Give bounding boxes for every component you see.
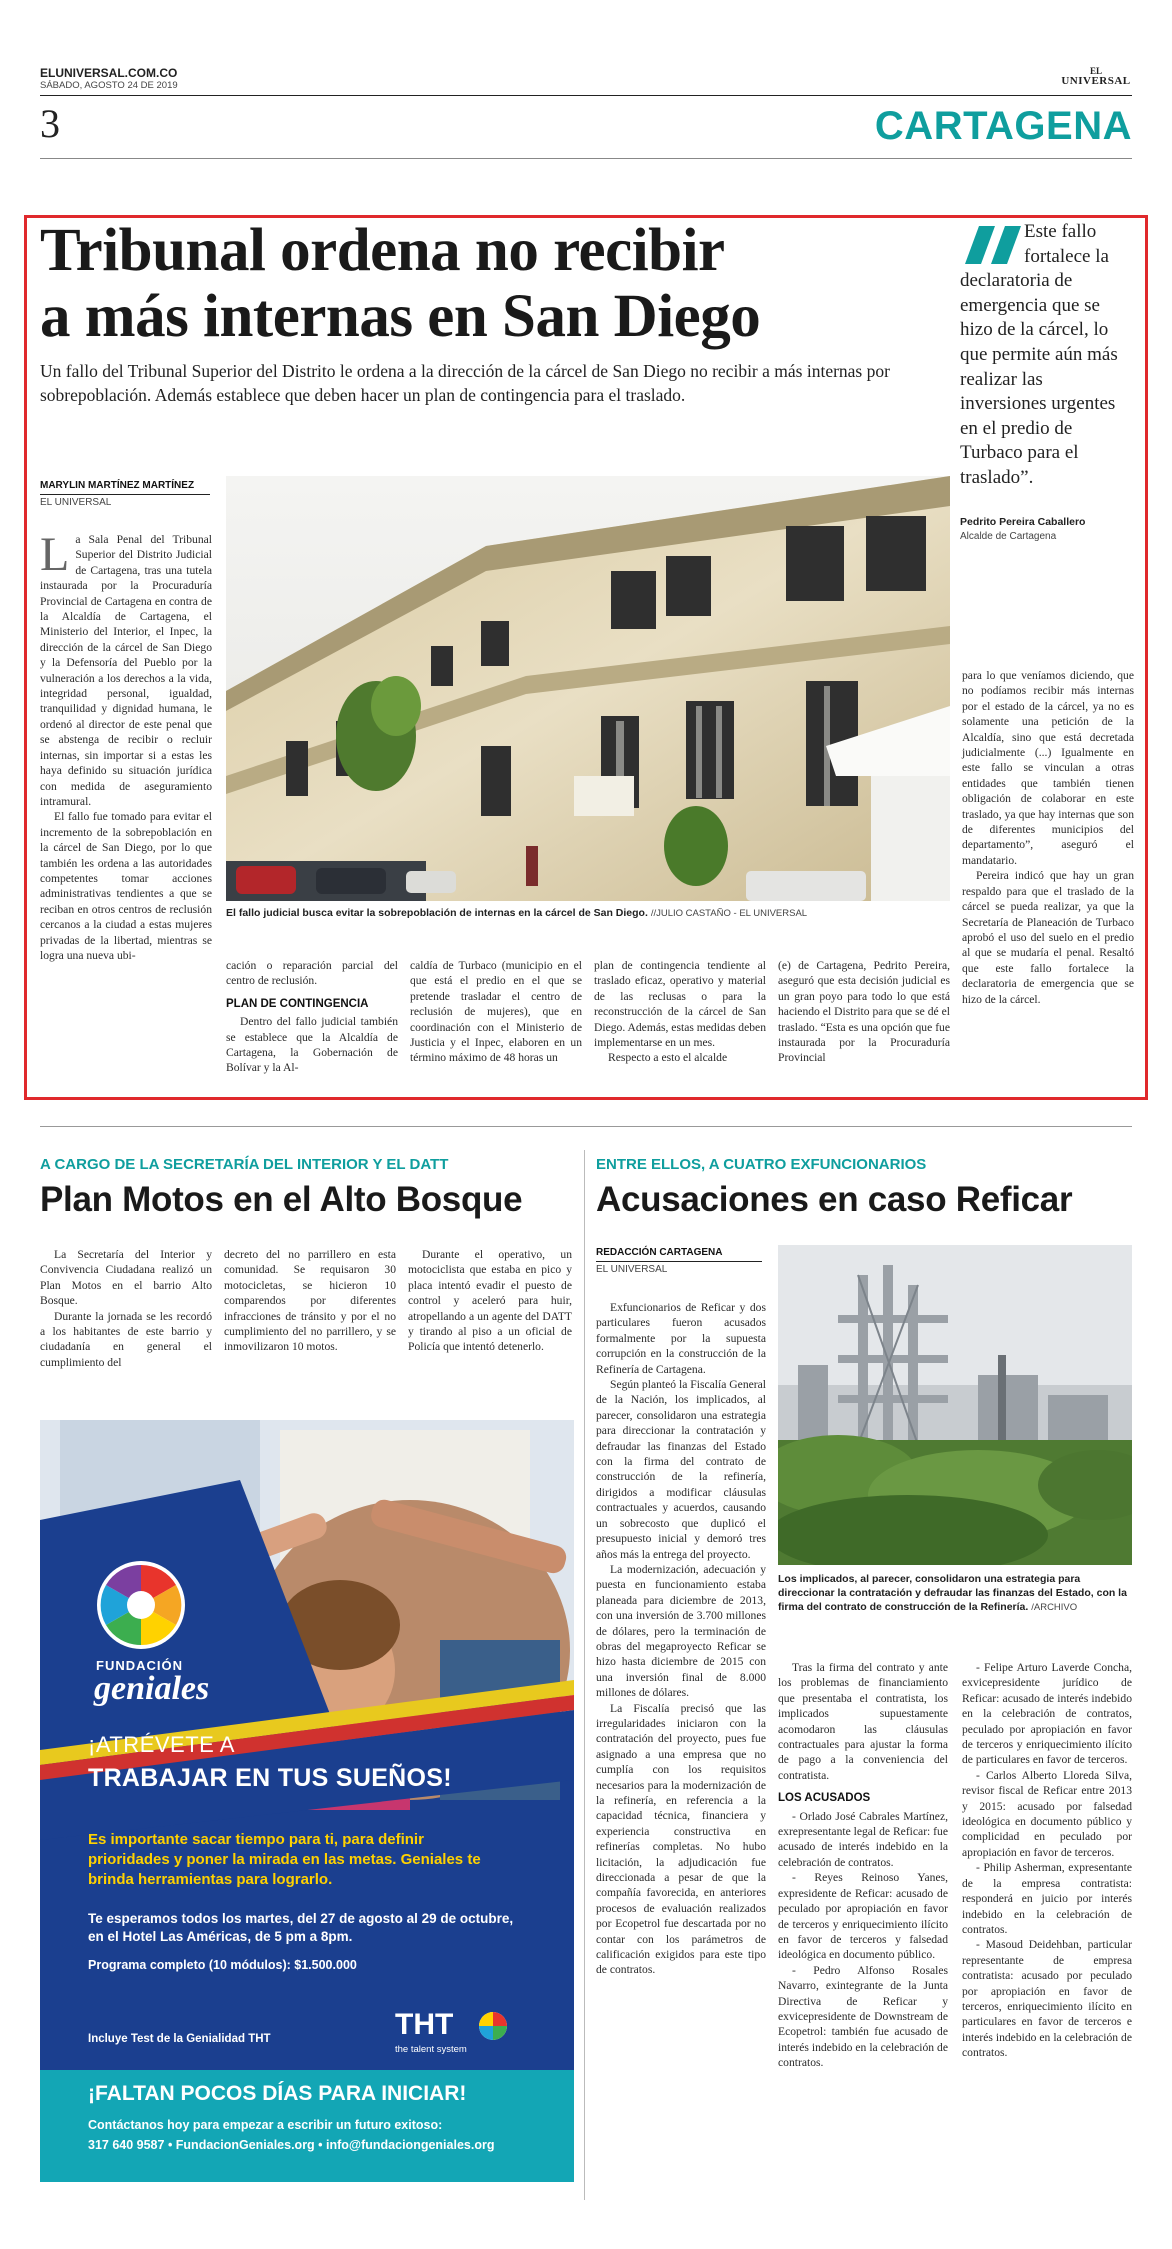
lead-column-3 xyxy=(410,958,582,1066)
ad-test-note: Incluye Test de la Genialidad THT xyxy=(88,2033,271,2045)
lead-headline-line2: a más internas en San Diego xyxy=(40,283,761,350)
pull-quote xyxy=(960,220,1130,491)
ad-contact-line1: Contáctanos hoy para empezar a escribir un futuro exitoso: xyxy=(88,2118,443,2132)
section-title: CARTAGENA xyxy=(874,104,1132,148)
ad-price: Programa completo (10 módulos): $1.500.000 xyxy=(88,1958,357,1972)
lead-col1-p1: a Sala Penal del Tribunal Superior del Distrito Judicial de Cartagena, tras una tutela instaurada por la Procuraduría Provincial de Cartagena en contra de la Alcaldía de Cartagena, el Ministerio del Interior, el Inpec, la dirección de la cárcel de San Diego y la Defensoría del Pueblo por la vulneración a los derechos a la vida, integridad personal, igualdad, tranquilidad y dignidad humana, le ordenó al director de este penal que se abstenga de recibir o recluir internas, sin importar si a estas les haya definido su situación jurídica con medida de aseguramiento intramural. xyxy=(40,533,212,808)
lead-col6-p1: para lo que veníamos diciendo, que no podíamos recibir más internas por el estado de la cárcel, ya no es solamente una petición de la Alcaldía, sino que está decretada judicialmente (...) Igualmente en este fallo se vinculan a otras entidades que también tienen obligación de colaborar en este traslado, ya que hay internas que son de diferentes municipios del departamento”, aseguró el mandatario. xyxy=(962,669,1134,867)
page-number: 3 xyxy=(40,101,60,146)
quote-author: Pedrito Pereira Caballero xyxy=(960,516,1086,528)
ad-line1: ¡ATRÉVETE A xyxy=(88,1732,235,1757)
lead-photo-credit: //JULIO CASTAÑO - EL UNIVERSAL xyxy=(650,908,808,919)
reficar-caption-text: Los implicados, al parecer, consolidaron una estrategia para direccionar la contratación y defraudar las finanzas del Estado, con la firma del contrato de construcción de la Refinería. xyxy=(778,1573,1127,1613)
ad-line2: TRABAJAR EN TUS SUEÑOS! xyxy=(88,1764,452,1792)
section-rule xyxy=(40,158,1132,159)
lead-column-2 xyxy=(226,958,398,1076)
lead-author: MARYLIN MARTÍNEZ MARTÍNEZ xyxy=(40,480,195,491)
ad-fundacion-geniales[interactable] xyxy=(40,1420,574,2182)
ad-brand-top: FUNDACIÓN xyxy=(96,1658,183,1673)
lead-subtitle: Un fallo del Tribunal Superior del Distrito le ordena a la dirección de la cárcel de San Diego no recibir a más internas por sobrepoblación. Además establece que deben hacer un plan de contingencia para el traslado. xyxy=(40,361,890,405)
motos-column-1 xyxy=(40,1247,212,1370)
reficar-col3-p3: - Philip Asherman, expresentante de la empresa contratista: responderá en juicio por interés indebido en la celebración de contratos. xyxy=(962,1861,1132,1936)
motos-col1-p1: La Secretaría del Interior y Convivencia Ciudadana realizó un Plan Motos en el barrio Alto Bosque. xyxy=(40,1248,212,1308)
motos-kicker: A CARGO DE LA SECRETARÍA DEL INTERIOR Y EL DATT xyxy=(40,1156,449,1173)
lead-column-1 xyxy=(40,528,212,963)
reficar-column-1 xyxy=(596,1300,766,1978)
reficar-col2-p3: - Reyes Reinoso Yanes, expresidente de Reficar: acusado de peculado por apropiación en favor de terceros y enriquecimiento ilícito en favor de terceros y falsedad ideológica en documento público. xyxy=(778,1871,948,1962)
reficar-col3-p4: - Masoud Deidehban, particular representante de empresa contratista: acusado por peculado por apropiación en favor de terceros, enriquecimiento ilícito en particulares en favor de terceros e interés indebido en la celebración de contratos. xyxy=(962,1938,1132,2060)
masthead-logo xyxy=(1060,66,1132,86)
tht-logo-sub: the talent system xyxy=(395,2044,467,2055)
contingency-heading: PLAN DE CONTINGENCIA xyxy=(226,997,369,1010)
quote-role: Alcalde de Cartagena xyxy=(960,531,1057,542)
reficar-col1-p1: Exfuncionarios de Reficar y dos particulares fueron acusados formalmente por la supuesta corrupción en la construcción de la Refinería de Cartagena. xyxy=(596,1301,766,1376)
reficar-col3-p1: - Felipe Arturo Laverde Concha, exvicepresidente jurídico de Reficar: acusado de interés indebido en la celebración de contratos, peculado por apropiación en favor de terceros y enriquecimiento ilícito de particulares en favor de terceros. xyxy=(962,1661,1132,1767)
motos-col1-p2: Durante la jornada se les recordó a los habitantes de este barrio y ciudadanía en general el cumplimiento del xyxy=(40,1309,212,1369)
reficar-title: Acusaciones en caso Reficar xyxy=(596,1180,1073,1219)
reficar-photo xyxy=(778,1245,1132,1565)
lead-col3-p1: caldía de Turbaco (municipio en el que está el predio en el que se pretende trasladar el centro de reclusión de mujeres), que en coordinación con el Ministerio de Justicia y el Inpec, elaboren en un término máximo de 48 horas un xyxy=(410,959,582,1065)
logo-bottom: UNIVERSAL xyxy=(1061,75,1131,87)
ad-yellow-text: Es importante sacar tiempo para ti, para definir prioridades y poner la mirada en las metas. Geniales te brinda herramientas para lograrlo. xyxy=(88,1831,481,1888)
lead-headline-line1: Tribunal ordena no recibir xyxy=(40,217,725,284)
tht-logo-text: THT xyxy=(395,2008,454,2041)
lead-col6-p2: Pereira indicó que hay un gran respaldo para que el traslado de la cárcel se pueda realizar, ya que la Secretaría de Planeación de Turbaco aprobó el uso del suelo en el predio al que se mudaría el penal. Resaltó que este fallo fortalece la declaratoria de emergencia que se hizo de la cárcel. xyxy=(962,869,1134,1006)
reficar-column-2 xyxy=(778,1660,948,2071)
reficar-col2-p1: Tras la firma del contrato y ante los problemas de financiamiento que presentaba el contratista, los implicados supuestamente acomodaron las cláusulas contractuales para ajustar la forma de pago a la conveniencia del contratista. xyxy=(778,1661,948,1782)
dropcap: L xyxy=(40,528,70,581)
reficar-col2-p2: - Orlado José Cabrales Martínez, exrepresentante legal de Reficar: fue acusado de interés indebido en la celebración de contratos. xyxy=(778,1809,948,1869)
reficar-outlet: EL UNIVERSAL xyxy=(596,1264,668,1275)
reficar-author: REDACCIÓN CARTAGENA xyxy=(596,1247,723,1258)
lead-column-4 xyxy=(594,958,766,1066)
lead-column-6 xyxy=(962,668,1134,1007)
geniales-logo-icon xyxy=(96,1560,186,1650)
jail-building-image xyxy=(226,476,950,901)
reficar-photo-credit: /ARCHIVO xyxy=(1031,1602,1078,1613)
lead-outlet: EL UNIVERSAL xyxy=(40,497,112,508)
ad-cta: ¡FALTAN POCOS DÍAS PARA INICIAR! xyxy=(88,2082,467,2105)
motos-column-3 xyxy=(408,1247,572,1355)
lead-col5-p1: (e) de Cartagena, Pedrito Pereira, aseguró que esta decisión judicial es un gran poyo para todo lo que está haciendo el Distrito para que se dé el traslado. “Esta es una opción que fue instaurada por la Procuraduría Provincial xyxy=(778,959,950,1065)
reficar-column-3 xyxy=(962,1660,1132,2061)
issue-date: SÁBADO, AGOSTO 24 DE 2019 xyxy=(40,80,178,91)
reficar-kicker: ENTRE ELLOS, A CUATRO EXFUNCIONARIOS xyxy=(596,1156,927,1173)
pull-quote-text: Este fallo fortalece la declaratoria de emergencia que se hizo de la cárcel, lo que permite aún más realizar las inversiones urgentes en el predio de Turbaco para el traslado”. xyxy=(960,221,1118,488)
accused-heading: LOS ACUSADOS xyxy=(778,1792,871,1805)
vertical-divider xyxy=(584,1150,585,2200)
ad-schedule: Te esperamos todos los martes, del 27 de agosto al 29 de octubre, en el Hotel Las Américas, de 5 pm a 8pm. xyxy=(88,1911,514,1944)
ad-brand-bottom: geniales xyxy=(94,1670,210,1707)
byline-rule xyxy=(40,494,210,495)
reficar-col1-p3: La modernización, adecuación y puesta en funcionamiento estaba planeada para diciembre de 2013, con una inversión de 3.700 millones de dólares, pero la terminación de obras del megaproyecto Reficar se hizo hasta diciembre de 2015 con una inversión final de 8.000 millones de dólares. xyxy=(596,1562,766,1700)
motos-col2-p1: decreto del no parrillero en esta comunidad. Se requisaron 30 motocicletas, se hicieron 10 comparendos por diferentes infracciones de tránsito y por el no cumplimiento del no parrillero, y se inmovilizaron 10 motos. xyxy=(224,1248,396,1354)
lead-caption-text: El fallo judicial busca evitar la sobrepoblación de internas en la cárcel de San Diego. xyxy=(226,907,648,919)
lead-col2-p1: cación o reparación parcial del centro de reclusión. xyxy=(226,959,398,988)
reficar-byline-rule xyxy=(596,1261,762,1262)
lead-column-5 xyxy=(778,958,950,1066)
lead-headline xyxy=(40,218,760,350)
lead-col1-p2: El fallo fue tomado para evitar el incremento de la sobrepoblación en la cárcel de San Diego, por lo que también les ordena a las autoridades competentes tomar acciones administrativas tendientes a que se reciban en otros centros de reclusión cercanos a la ciudad a estas mujeres privadas de la libertad, mientras se logra una nueva ubi- xyxy=(40,810,212,962)
ad-contact-line2: 317 640 9587 • FundacionGeniales.org • info@fundaciongeniales.org xyxy=(88,2138,495,2152)
reficar-col3-p2: - Carlos Alberto Lloreda Silva, revisor fiscal de Reficar entre 2013 y 2015: acusado por falsedad ideológica en documento público y complicidad en peculado por apropiación en favor de terceros. xyxy=(962,1768,1132,1859)
site-url: ELUNIVERSAL.COM.CO xyxy=(40,66,178,80)
lead-col4-p1: plan de contingencia tendiente al traslado eficaz, operativo y material de las reclusas o para la reconstrucción de la cárcel de San Diego. Además, estas medidas deben implementarse en un mes. xyxy=(594,959,766,1050)
tht-logo xyxy=(395,2008,535,2058)
header-rule xyxy=(40,95,1132,96)
lead-col2-p2: Dentro del fallo judicial también se establece que la Alcaldía de Cartagena, la Gobernación de Bolívar y la Al- xyxy=(226,1015,398,1075)
lead-photo-caption xyxy=(226,906,950,921)
reficar-photo-caption xyxy=(778,1572,1132,1615)
reficar-col2-p4: - Pedro Alfonso Rosales Navarro, exintegrante de la Junta Directiva de Reficar y exvicepresidente de Downstream de Ecopetrol: también fue acusado de interés indebido en la celebración de contratos. xyxy=(778,1963,948,2070)
lead-photo xyxy=(226,476,950,901)
refinery-image xyxy=(778,1245,1132,1565)
motos-column-2 xyxy=(224,1247,396,1355)
motos-col3-p1: Durante el operativo, un motociclista que estaba en pico y placa intentó evadir el puesto de control y aceleró para huir, atropellando a un agente del DATT y tirando al piso a un oficial de Policía que intentó detenerlo. xyxy=(408,1248,572,1354)
reficar-col1-p2: Según planteó la Fiscalía General de la Nación, los implicados, al parecer, consolidaron una estrategia para direccionar la contratación y defraudar las finanzas del Estado con la firma del contrato de construcción de la refinería, dirigidos a modificar cláusulas contractuales y acuerdos, causando un sobrecosto que duplicó el presupuesto inicial y demoró tres años más la entrega del proyecto. xyxy=(596,1378,766,1561)
mid-rule xyxy=(40,1126,1132,1127)
tht-mark-icon xyxy=(477,2010,509,2042)
ad-background-art xyxy=(40,1420,574,2182)
logo-top: EL xyxy=(1089,66,1102,76)
motos-title: Plan Motos en el Alto Bosque xyxy=(40,1180,523,1219)
lead-col4-p2: Respecto a esto el alcalde xyxy=(608,1051,728,1065)
reficar-col1-p4: La Fiscalía precisó que las irregularidades iniciaron con la contratación del proyecto, pues fue asignado a una empresa que no cumplía con los requisitos necesarios para la modernización de la refinería, en referencia a la capacidad técnica, financiera y experiencia constructiva en refinerías completas. No hubo licitación, la adjudicación fue direccionada a pesar de que la compañía favorecida, en anteriores procesos de evaluación realizados por Ecopetrol fue descartada por no contar con los parámetros de calificación exigidos para este tipo de contratos. xyxy=(596,1701,766,1977)
